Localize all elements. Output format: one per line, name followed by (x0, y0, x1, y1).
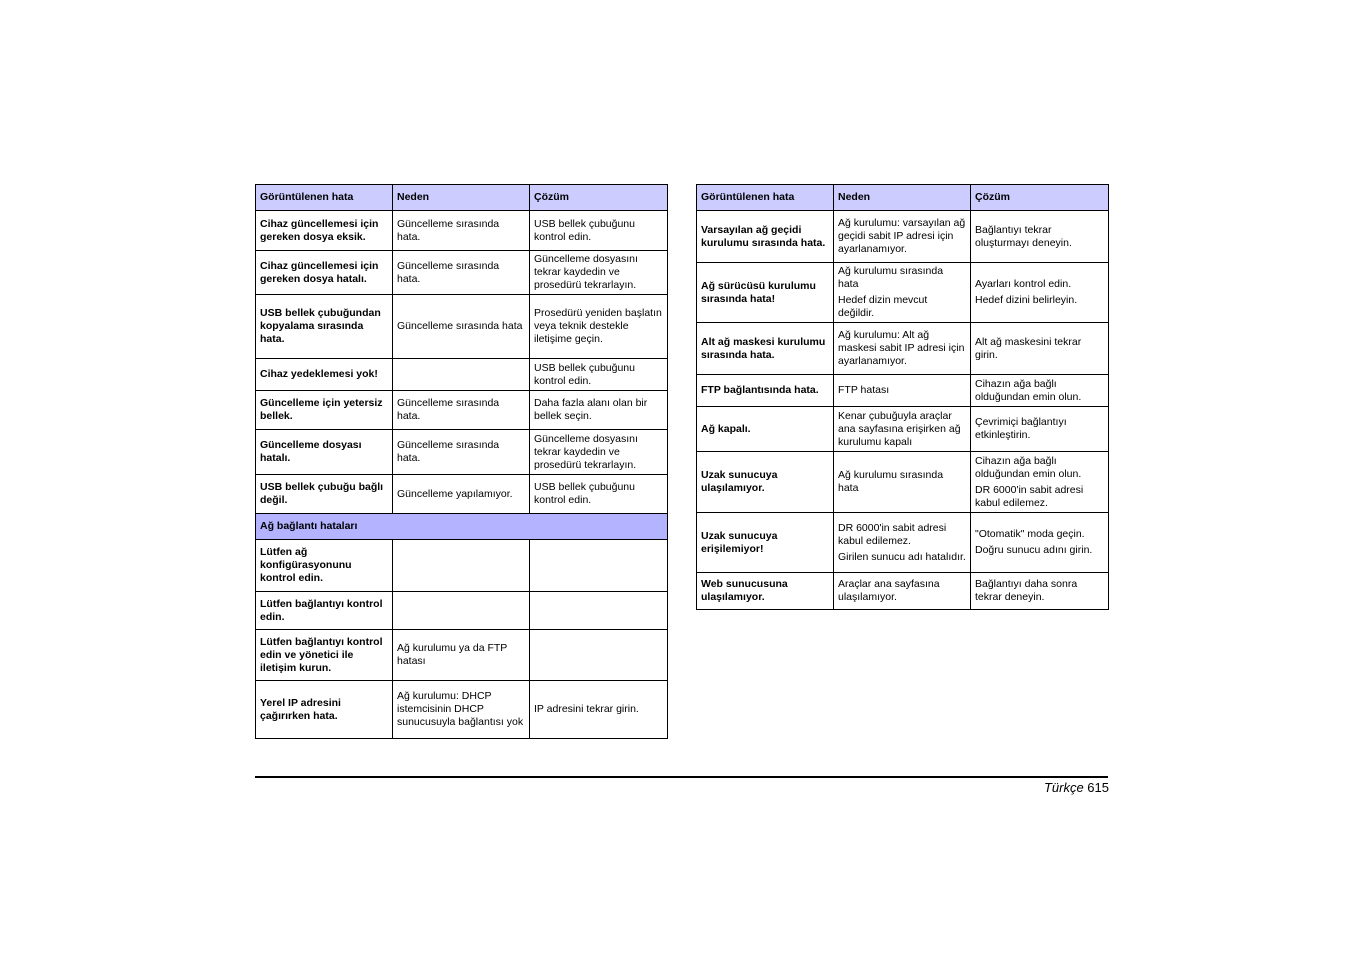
solution-cell (971, 375, 1109, 407)
cause-cell (834, 452, 971, 513)
table-row (256, 681, 668, 739)
table-row (256, 475, 668, 514)
solution-line: IP adresini tekrar girin. (534, 703, 639, 715)
solution-line: Daha fazla alanı olan bir bellek seçin. (534, 397, 648, 422)
displayed-error-cell: Uzak sunucuya ulaşılamıyor. (697, 452, 834, 513)
solution-line: Ayarları kontrol edin. (975, 278, 1072, 290)
solution-line: Bağlantıyı daha sonra tekrar deneyin. (975, 578, 1078, 603)
table-row (256, 540, 668, 592)
cause-line: Hedef dizin mevcut değildir. (838, 294, 928, 319)
cause-line: FTP hatası (838, 384, 890, 396)
footer-page-number: 615 (1087, 780, 1109, 795)
displayed-error-cell: Yerel IP adresini çağırırken hata. (256, 681, 393, 739)
header-displayed-error: Görüntülenen hata (697, 185, 834, 211)
cause-line: Girilen sunucu adı hatalıdır. (838, 550, 966, 563)
table-row (256, 359, 668, 391)
solution-cell (530, 295, 668, 359)
cause-line: Güncelleme sırasında hata. (397, 259, 500, 285)
solution-line: USB bellek çubuğunu kontrol edin. (534, 361, 635, 387)
solution-cell (530, 391, 668, 430)
displayed-error-cell: Ağ kapalı. (697, 407, 834, 452)
cause-line: Güncelleme sırasında hata. (397, 217, 500, 243)
solution-cell (971, 211, 1109, 263)
cause-line: DR 6000'in sabit adresi kabul edilemez. (838, 521, 947, 547)
cause-cell (393, 592, 530, 630)
table-row (697, 452, 1109, 513)
header-solution: Çözüm (530, 185, 668, 211)
table-header-row (697, 185, 1109, 211)
solution-cell (530, 430, 668, 475)
cause-line: Güncelleme sırasında hata. (397, 397, 500, 422)
cause-line: Ağ kurulumu: varsayılan ağ geçidi sabit IP adresi için ayarlanamıyor. (838, 217, 966, 255)
table-row (256, 295, 668, 359)
cause-cell (834, 513, 971, 573)
cause-cell (393, 681, 530, 739)
cause-line: Güncelleme yapılamıyor. (397, 487, 513, 500)
cause-cell (393, 251, 530, 295)
cause-cell (393, 295, 530, 359)
header-displayed-error: Görüntülenen hata (256, 185, 393, 211)
solution-cell (530, 592, 668, 630)
cause-line: Ağ kurulumu sırasında hata (838, 265, 944, 290)
cause-cell (393, 211, 530, 251)
cause-line: Kenar çubuğuyla araçlar ana sayfasına erişirken ağ kurulumu kapalı (838, 409, 961, 448)
cause-line: Araçlar ana sayfasına ulaşılamıyor. (838, 578, 940, 603)
solution-line: Güncelleme dosyasını tekrar kaydedin ve prosedürü tekrarlayın. (534, 253, 638, 291)
solution-cell (971, 573, 1109, 610)
solution-cell (971, 407, 1109, 452)
table-row (256, 592, 668, 630)
cause-line: Ağ kurulumu ya da FTP hatası (397, 642, 508, 667)
displayed-error-cell: FTP bağlantısında hata. (697, 375, 834, 407)
left-table-body (256, 211, 668, 514)
displayed-error-cell: Uzak sunucuya erişilemiyor! (697, 513, 834, 573)
section-header-row (256, 514, 668, 540)
displayed-error-cell: USB bellek çubuğundan kopyalama sırasında hata. (256, 295, 393, 359)
cause-line: Güncelleme sırasında hata. (397, 439, 500, 464)
cause-cell (834, 407, 971, 452)
displayed-error-cell: Lütfen bağlantıyı kontrol edin ve yönetici ile iletişim kurun. (256, 630, 393, 681)
displayed-error-cell: Alt ağ maskesi kurulumu sırasında hata. (697, 323, 834, 375)
network-section (256, 514, 668, 540)
cause-line: Ağ kurulumu: Alt ağ maskesi sabit IP adresi için ayarlanamıyor. (838, 329, 965, 367)
cause-line: Ağ kurulumu: DHCP istemcisinin DHCP sunucusuyla bağlantısı yok (397, 690, 524, 728)
displayed-error-cell: Güncelleme için yetersiz bellek. (256, 391, 393, 430)
cause-cell (393, 630, 530, 681)
table-row (697, 573, 1109, 610)
cause-cell (834, 211, 971, 263)
table-row (256, 251, 668, 295)
displayed-error-cell: Cihaz güncellemesi için gereken dosya hatalı. (256, 251, 393, 295)
solution-cell (530, 251, 668, 295)
solution-cell (530, 540, 668, 592)
section-title: Ağ bağlantı hataları (256, 514, 668, 540)
solution-line: Cihazın ağa bağlı olduğundan emin olun. (975, 454, 1082, 480)
footer-rule (255, 776, 1108, 778)
cause-cell (393, 430, 530, 475)
table-row (697, 263, 1109, 323)
solution-cell (971, 263, 1109, 323)
solution-line: Alt ağ maskesini tekrar girin. (975, 335, 1082, 361)
header-cause: Neden (393, 185, 530, 211)
table-row (697, 323, 1109, 375)
table-row (697, 407, 1109, 452)
solution-line: "Otomatik" moda geçin. (975, 528, 1085, 540)
cause-cell (393, 359, 530, 391)
solution-cell (530, 681, 668, 739)
left-troubleshooting-table (255, 184, 668, 739)
displayed-error-cell: Web sunucusuna ulaşılamıyor. (697, 573, 834, 610)
table-row (256, 430, 668, 475)
page-footer (900, 780, 1109, 795)
header-solution: Çözüm (971, 185, 1109, 211)
displayed-error-cell: USB bellek çubuğu bağlı değil. (256, 475, 393, 514)
solution-cell (530, 211, 668, 251)
cause-line: Ağ kurulumu sırasında hata (838, 469, 944, 494)
cause-cell (393, 391, 530, 430)
header-cause: Neden (834, 185, 971, 211)
cause-cell (393, 475, 530, 514)
cause-cell (834, 573, 971, 610)
solution-line: USB bellek çubuğunu kontrol edin. (534, 481, 635, 506)
solution-line: Cihazın ağa bağlı olduğundan emin olun. (975, 377, 1082, 403)
solution-line: USB bellek çubuğunu kontrol edin. (534, 217, 635, 243)
displayed-error-cell: Ağ sürücüsü kurulumu sırasında hata! (697, 263, 834, 323)
displayed-error-cell: Varsayılan ağ geçidi kurulumu sırasında hata. (697, 211, 834, 263)
table-row (697, 211, 1109, 263)
table-row (256, 211, 668, 251)
solution-line: Prosedürü yeniden başlatın veya teknik destekle iletişime geçin. (534, 307, 662, 345)
solution-line: Hedef dizini belirleyin. (975, 294, 1078, 306)
solution-line: DR 6000'in sabit adresi kabul edilemez. (975, 483, 1084, 509)
solution-line: Bağlantıyı tekrar oluşturmayı deneyin. (975, 223, 1072, 249)
cause-cell (393, 540, 530, 592)
solution-cell (971, 323, 1109, 375)
table-row (697, 375, 1109, 407)
cause-cell (834, 375, 971, 407)
right-troubleshooting-table (696, 184, 1109, 610)
displayed-error-cell: Güncelleme dosyası hatalı. (256, 430, 393, 475)
table-header-row (256, 185, 668, 211)
solution-cell (971, 513, 1109, 573)
footer-language: Türkçe (1043, 780, 1084, 795)
cause-cell (834, 323, 971, 375)
solution-cell (530, 630, 668, 681)
table-row (256, 391, 668, 430)
left-table-body-network (256, 540, 668, 739)
solution-line: Güncelleme dosyasını tekrar kaydedin ve prosedürü tekrarlayın. (534, 432, 638, 471)
solution-line: Çevrimiçi bağlantıyı etkinleştirin. (975, 416, 1067, 441)
cause-line: Güncelleme sırasında hata (397, 320, 523, 332)
displayed-error-cell: Cihaz yedeklemesi yok! (256, 359, 393, 391)
solution-line: Doğru sunucu adını girin. (975, 544, 1093, 556)
table-row (697, 513, 1109, 573)
cause-cell (834, 263, 971, 323)
displayed-error-cell: Cihaz güncellemesi için gereken dosya eksik. (256, 211, 393, 251)
displayed-error-cell: Lütfen bağlantıyı kontrol edin. (256, 592, 393, 630)
displayed-error-cell: Lütfen ağ konfigürasyonunu kontrol edin. (256, 540, 393, 592)
solution-cell (530, 475, 668, 514)
right-table-body (697, 211, 1109, 610)
solution-cell (530, 359, 668, 391)
solution-cell (971, 452, 1109, 513)
table-row (256, 630, 668, 681)
